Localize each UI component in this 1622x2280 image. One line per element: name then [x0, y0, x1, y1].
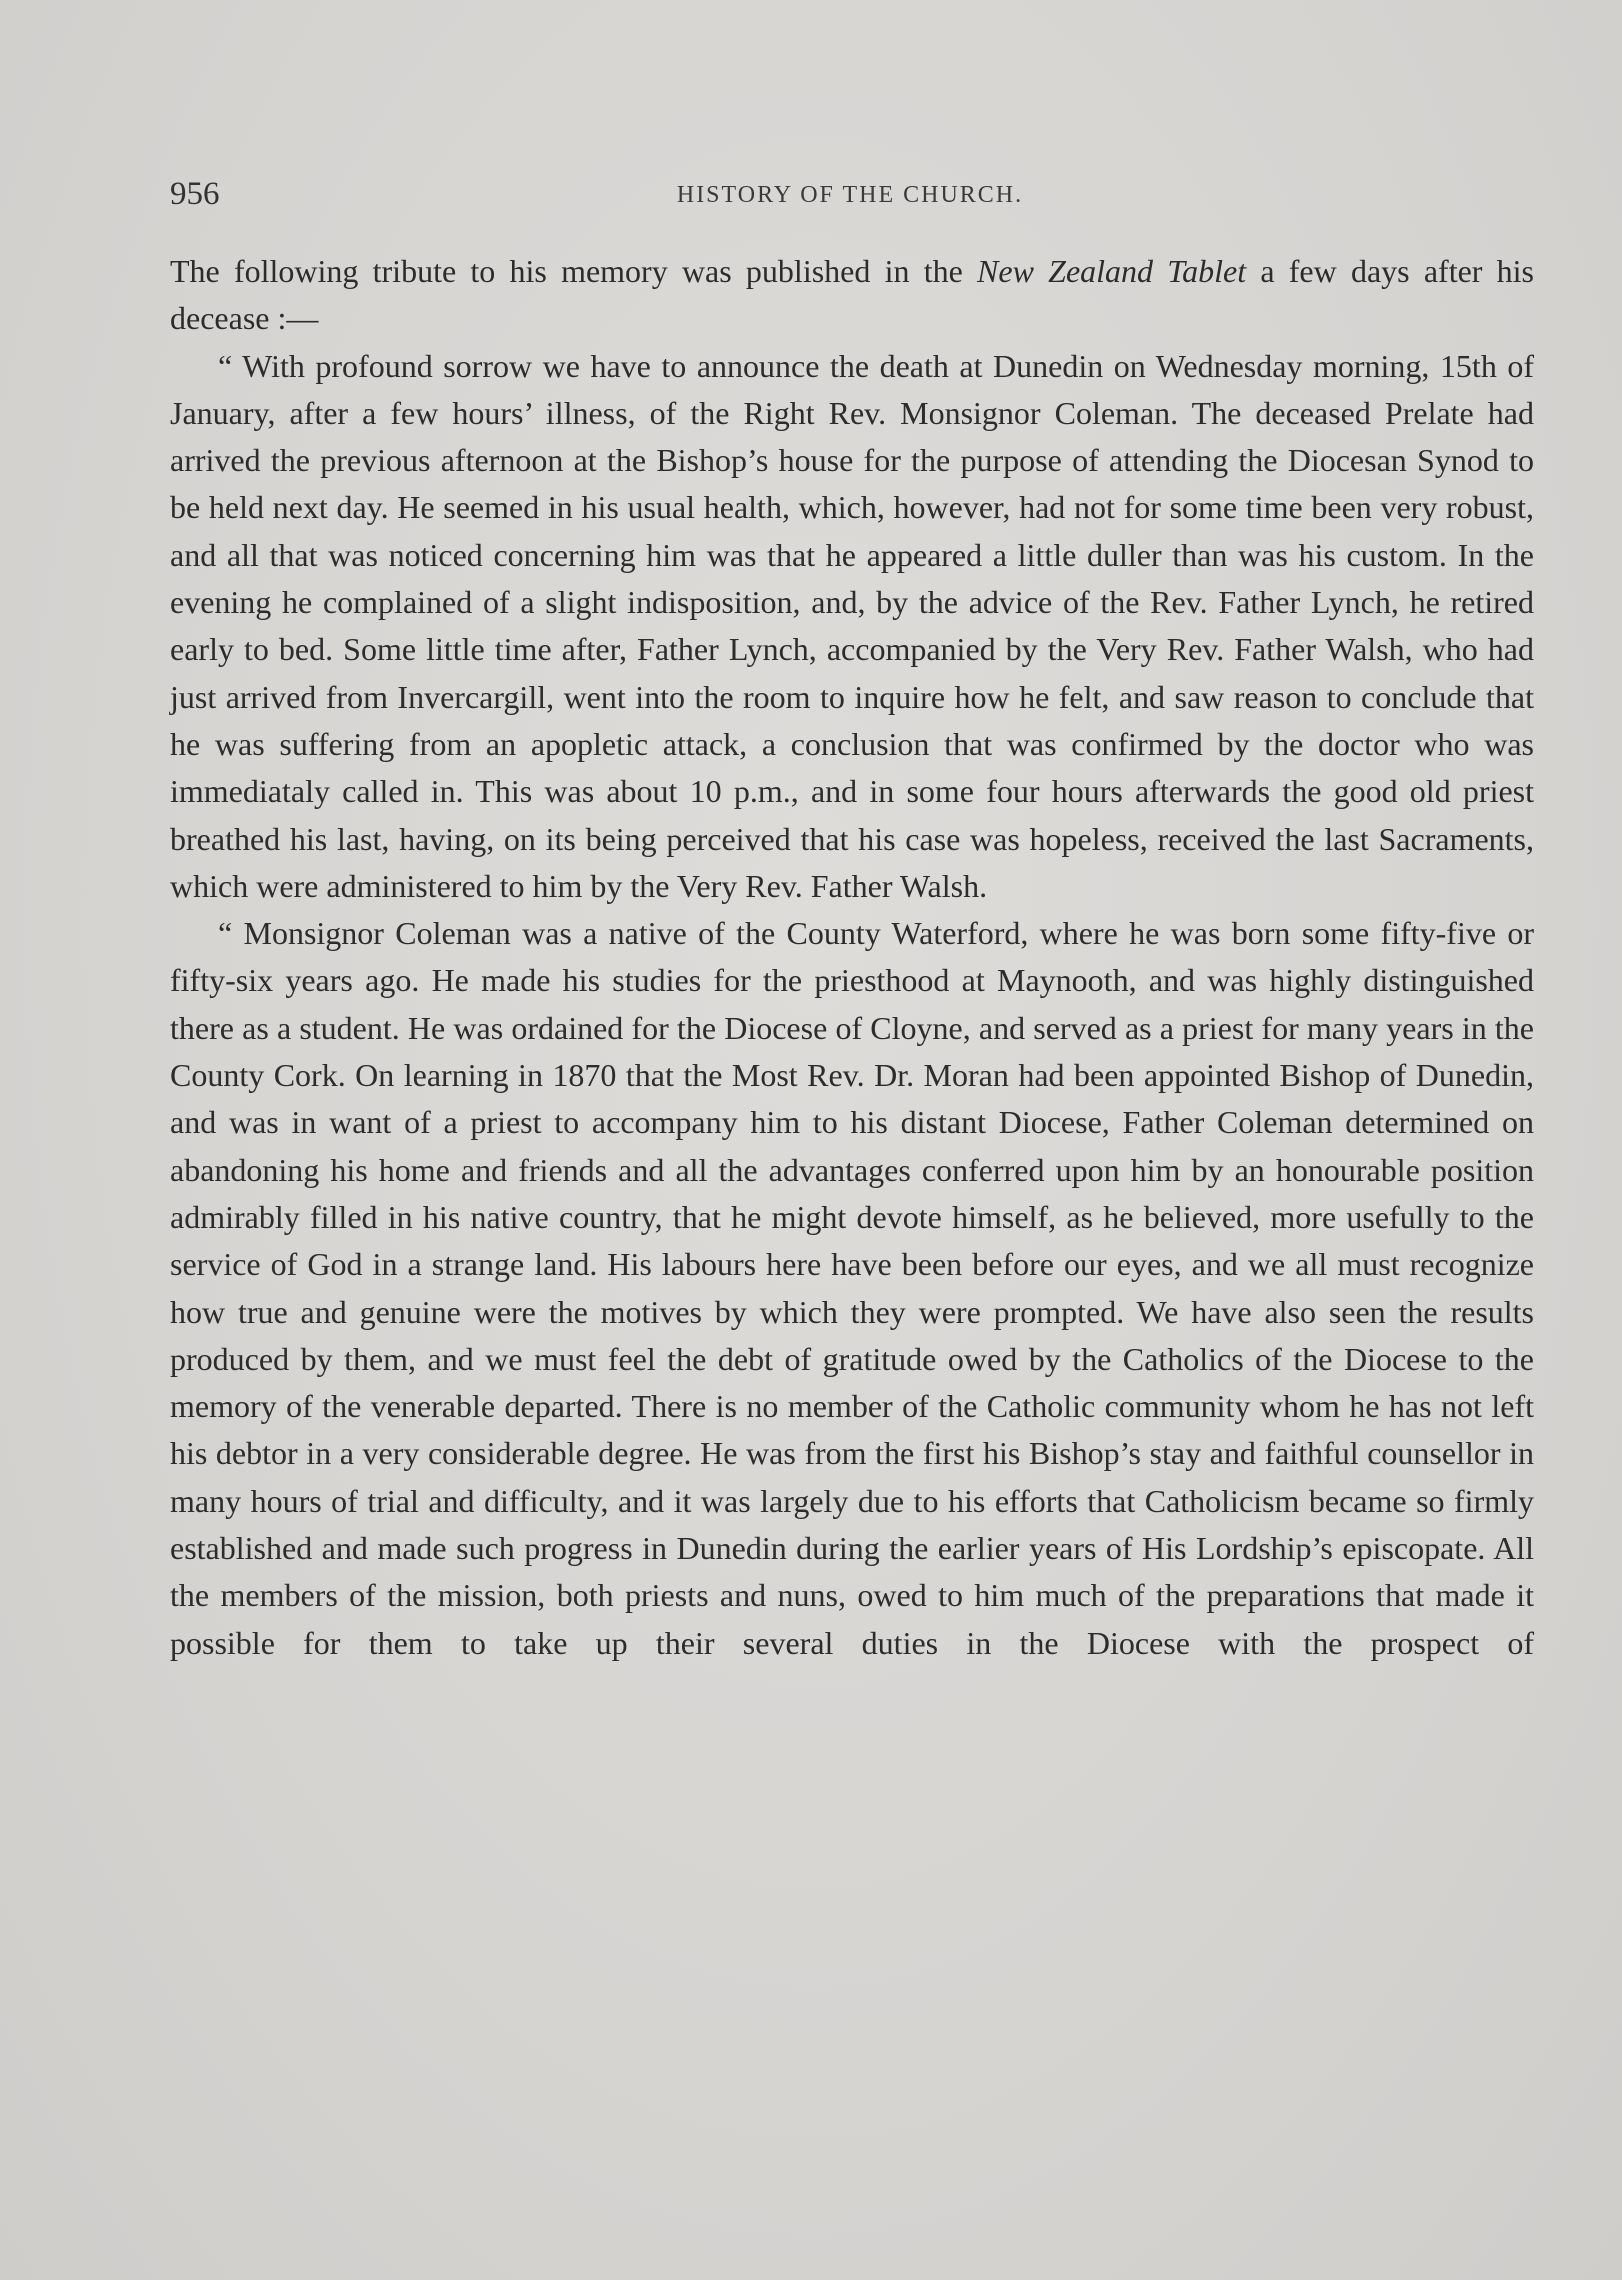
intro-text-1: The following tribute to his memory was published in the [170, 253, 978, 289]
page-header [170, 176, 1530, 220]
tribute-paragraph-2: “ Monsignor Coleman was a native of the County Waterford, where he was born some fifty-five or fifty-six years ago. He made his studies for the priesthood at Maynooth, and was highly distinguished there as a student. He was ordained for the Diocese of Cloyne, and served as a priest for many years in the County Cork. On learning in 1870 that the Most Rev. Dr. Moran had been appointed Bishop of Dunedin, and was in want of a priest to accompany him to his distant Diocese, Father Coleman determined on abandoning his home and friends and all the advantages conferred upon him by an honourable position admirably filled in his native country, that he might devote himself, as he believed, more usefully to the service of God in a strange land. His labours here have been before our eyes, and we all must recognize how true and genuine were the motives by which they were prompted. We have also seen the results produced by them, and we must feel the debt of gratitude owed by the Catholics of the Diocese to the memory of the venerable departed. There is no member of the Catholic community whom he has not left his debtor in a very considerable degree. He was from the first his Bishop’s stay and faithful counsellor in many hours of trial and difficulty, and it was largely due to his efforts that Catholicism became so firmly established and made such progress in Dunedin during the earlier years of His Lordship’s episcopate. All the members of the mission, both priests and nuns, owed to him much of the preparations that made it possible for them to take up their several duties in the Diocese with the prospect of [170, 915, 1534, 1661]
tribute-paragraph-1: “ With profound sorrow we have to announce the death at Dunedin on Wednesday morning, 15th of January, after a few hours’ illness, of the Right Rev. Monsignor Coleman. The deceased Prelate had arrived the previous afternoon at the Bishop’s house for the purpose of attending the Diocesan Synod to be held next day. He seemed in his usual health, which, however, had not for some time been very robust, and all that was noticed concerning him was that he appeared a little duller than was his custom. In the evening he complained of a slight indisposition, and, by the advice of the Rev. Father Lynch, he retired early to bed. Some little time after, Father Lynch, accompanied by the Very Rev. Father Walsh, who had just arrived from Invercargill, went into the room to inquire how he felt, and saw reason to conclude that he was suffering from an apopletic attack, a conclusion that was confirmed by the doctor who was immediataly called in. This was about 10 p.m., and in some four hours afterwards the good old priest breathed his last, having, on its being perceived that his case was hopeless, received the last Sacraments, which were administered to him by the Very Rev. Father Walsh. [170, 347, 1534, 904]
page-number: 956 [170, 176, 220, 212]
body-text [170, 248, 1534, 1667]
intro-text-2: a few days after his decease :— [170, 253, 1535, 337]
intro-paragraph [170, 248, 1534, 343]
newspaper-title: New Zealand Tablet [977, 253, 1247, 289]
running-head: HISTORY OF THE CHURCH. [676, 182, 1024, 208]
